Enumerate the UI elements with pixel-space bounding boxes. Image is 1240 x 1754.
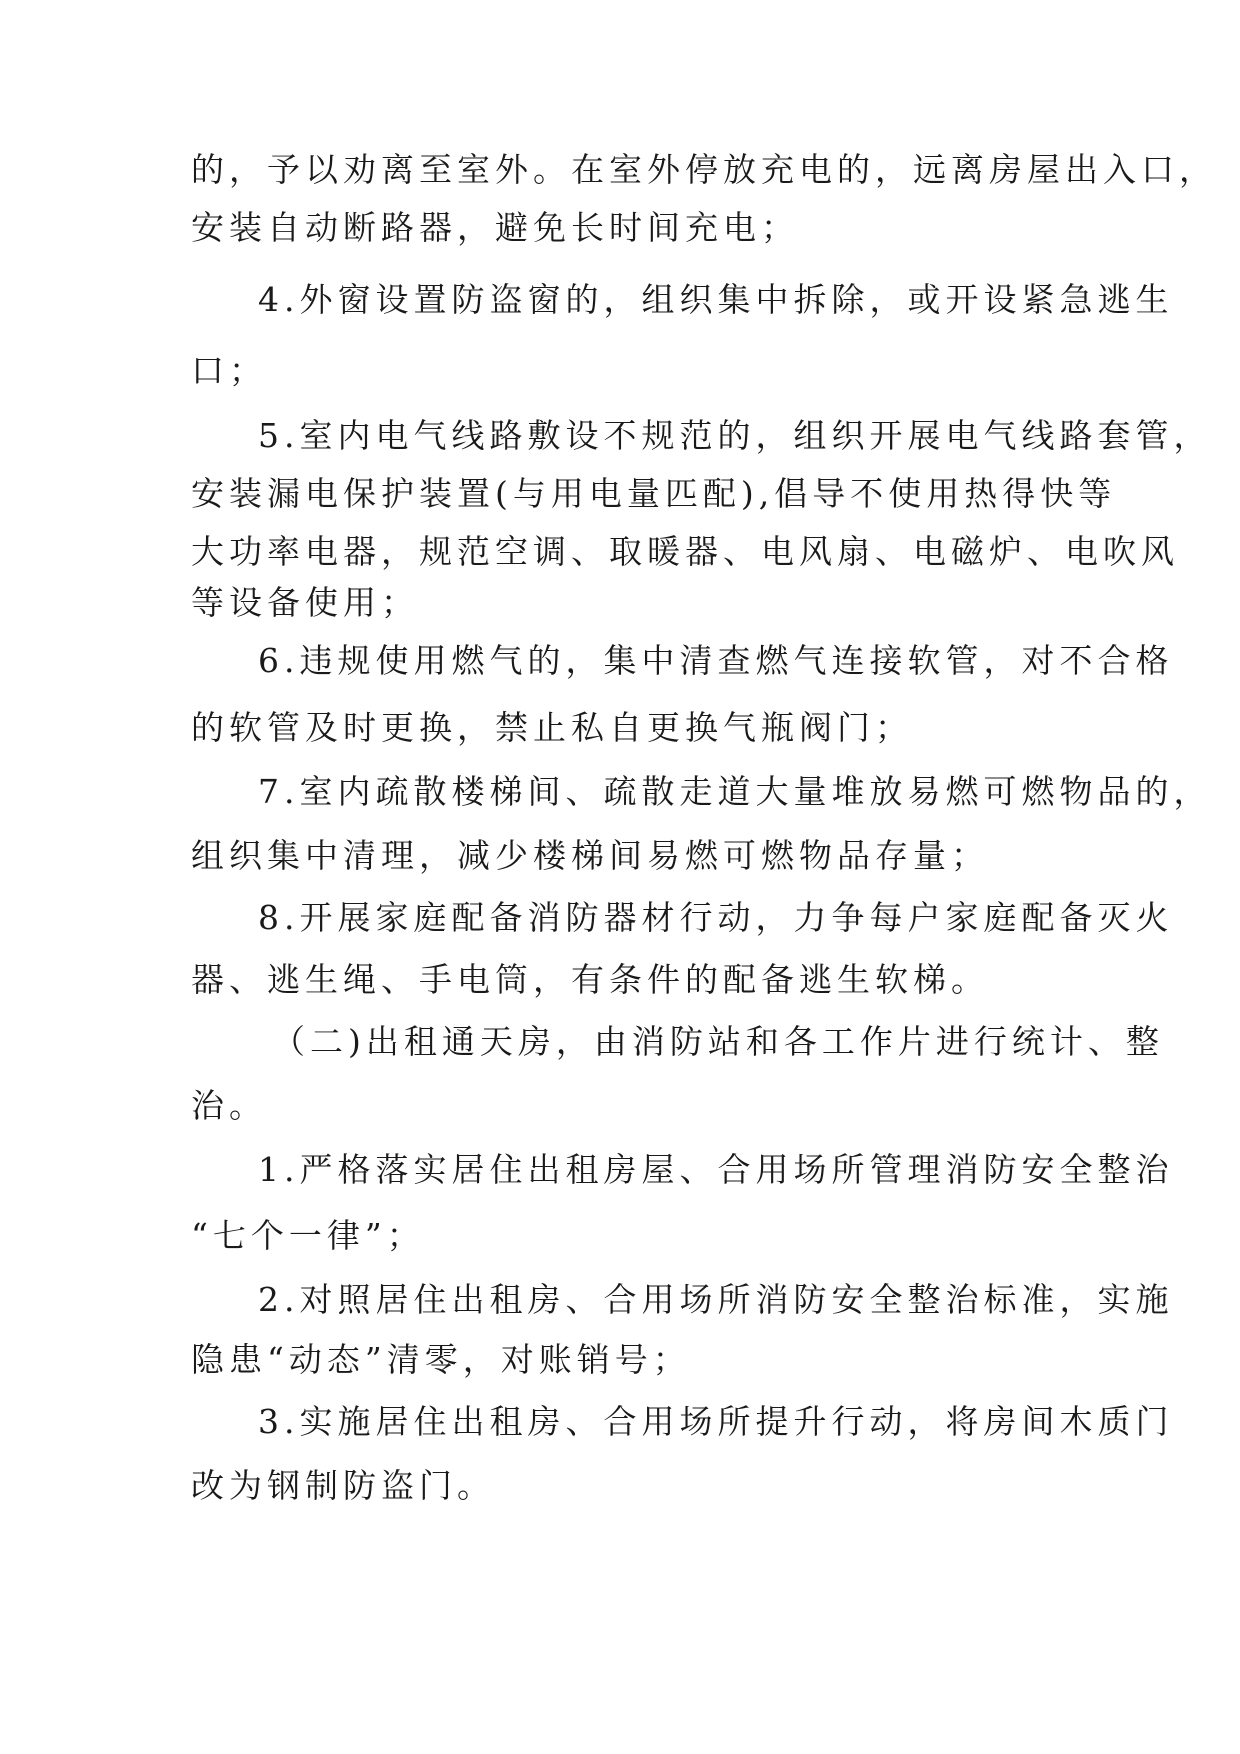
text-line: 组织集中清理，减少楼梯间易燃可燃物品存量； — [191, 836, 989, 875]
text-line: 1.严格落实居住出租房屋、合用场所管理消防安全整治 — [258, 1150, 1174, 1189]
text-line: 的软管及时更换，禁止私自更换气瓶阀门； — [191, 708, 913, 747]
text-line: 等设备使用； — [191, 583, 419, 622]
text-line: 隐患“动态”清零，对账销号； — [191, 1340, 691, 1379]
text-line: 3.实施居住出租房、合用场所提升行动，将房间木质门 — [258, 1402, 1174, 1441]
text-line: 5.室内电气线路敷设不规范的，组织开展电气线路套管， — [258, 416, 1212, 455]
text-line: 2.对照居住出租房、合用场所消防安全整治标准，实施 — [258, 1280, 1174, 1319]
text-line: 口； — [191, 351, 267, 390]
text-line: “七个一律”； — [191, 1216, 425, 1255]
text-line: 器、逃生绳、手电筒，有条件的配备逃生软梯。 — [191, 960, 989, 999]
text-line: 安装自动断路器，避免长时间充电； — [191, 208, 799, 247]
text-line: 治。 — [191, 1086, 267, 1125]
text-line: 4.外窗设置防盗窗的，组织集中拆除，或开设紧急逃生 — [258, 280, 1174, 319]
text-line: 的，予以劝离至室外。在室外停放充电的，远离房屋出入口， — [191, 150, 1217, 189]
text-line: （二)出租通天房，由消防站和各工作片进行统计、整 — [272, 1022, 1164, 1061]
text-line: 7.室内疏散楼梯间、疏散走道大量堆放易燃可燃物品的， — [258, 772, 1212, 811]
text-line: 大功率电器，规范空调、取暖器、电风扇、电磁炉、电吹风 — [191, 532, 1179, 571]
text-line: 改为钢制防盗门。 — [191, 1466, 495, 1505]
text-line: 8.开展家庭配备消防器材行动，力争每户家庭配备灭火 — [258, 898, 1174, 937]
text-line: 6.违规使用燃气的，集中清查燃气连接软管，对不合格 — [258, 641, 1174, 680]
text-line: 安装漏电保护装置(与用电量匹配),倡导不使用热得快等 — [191, 474, 1117, 513]
